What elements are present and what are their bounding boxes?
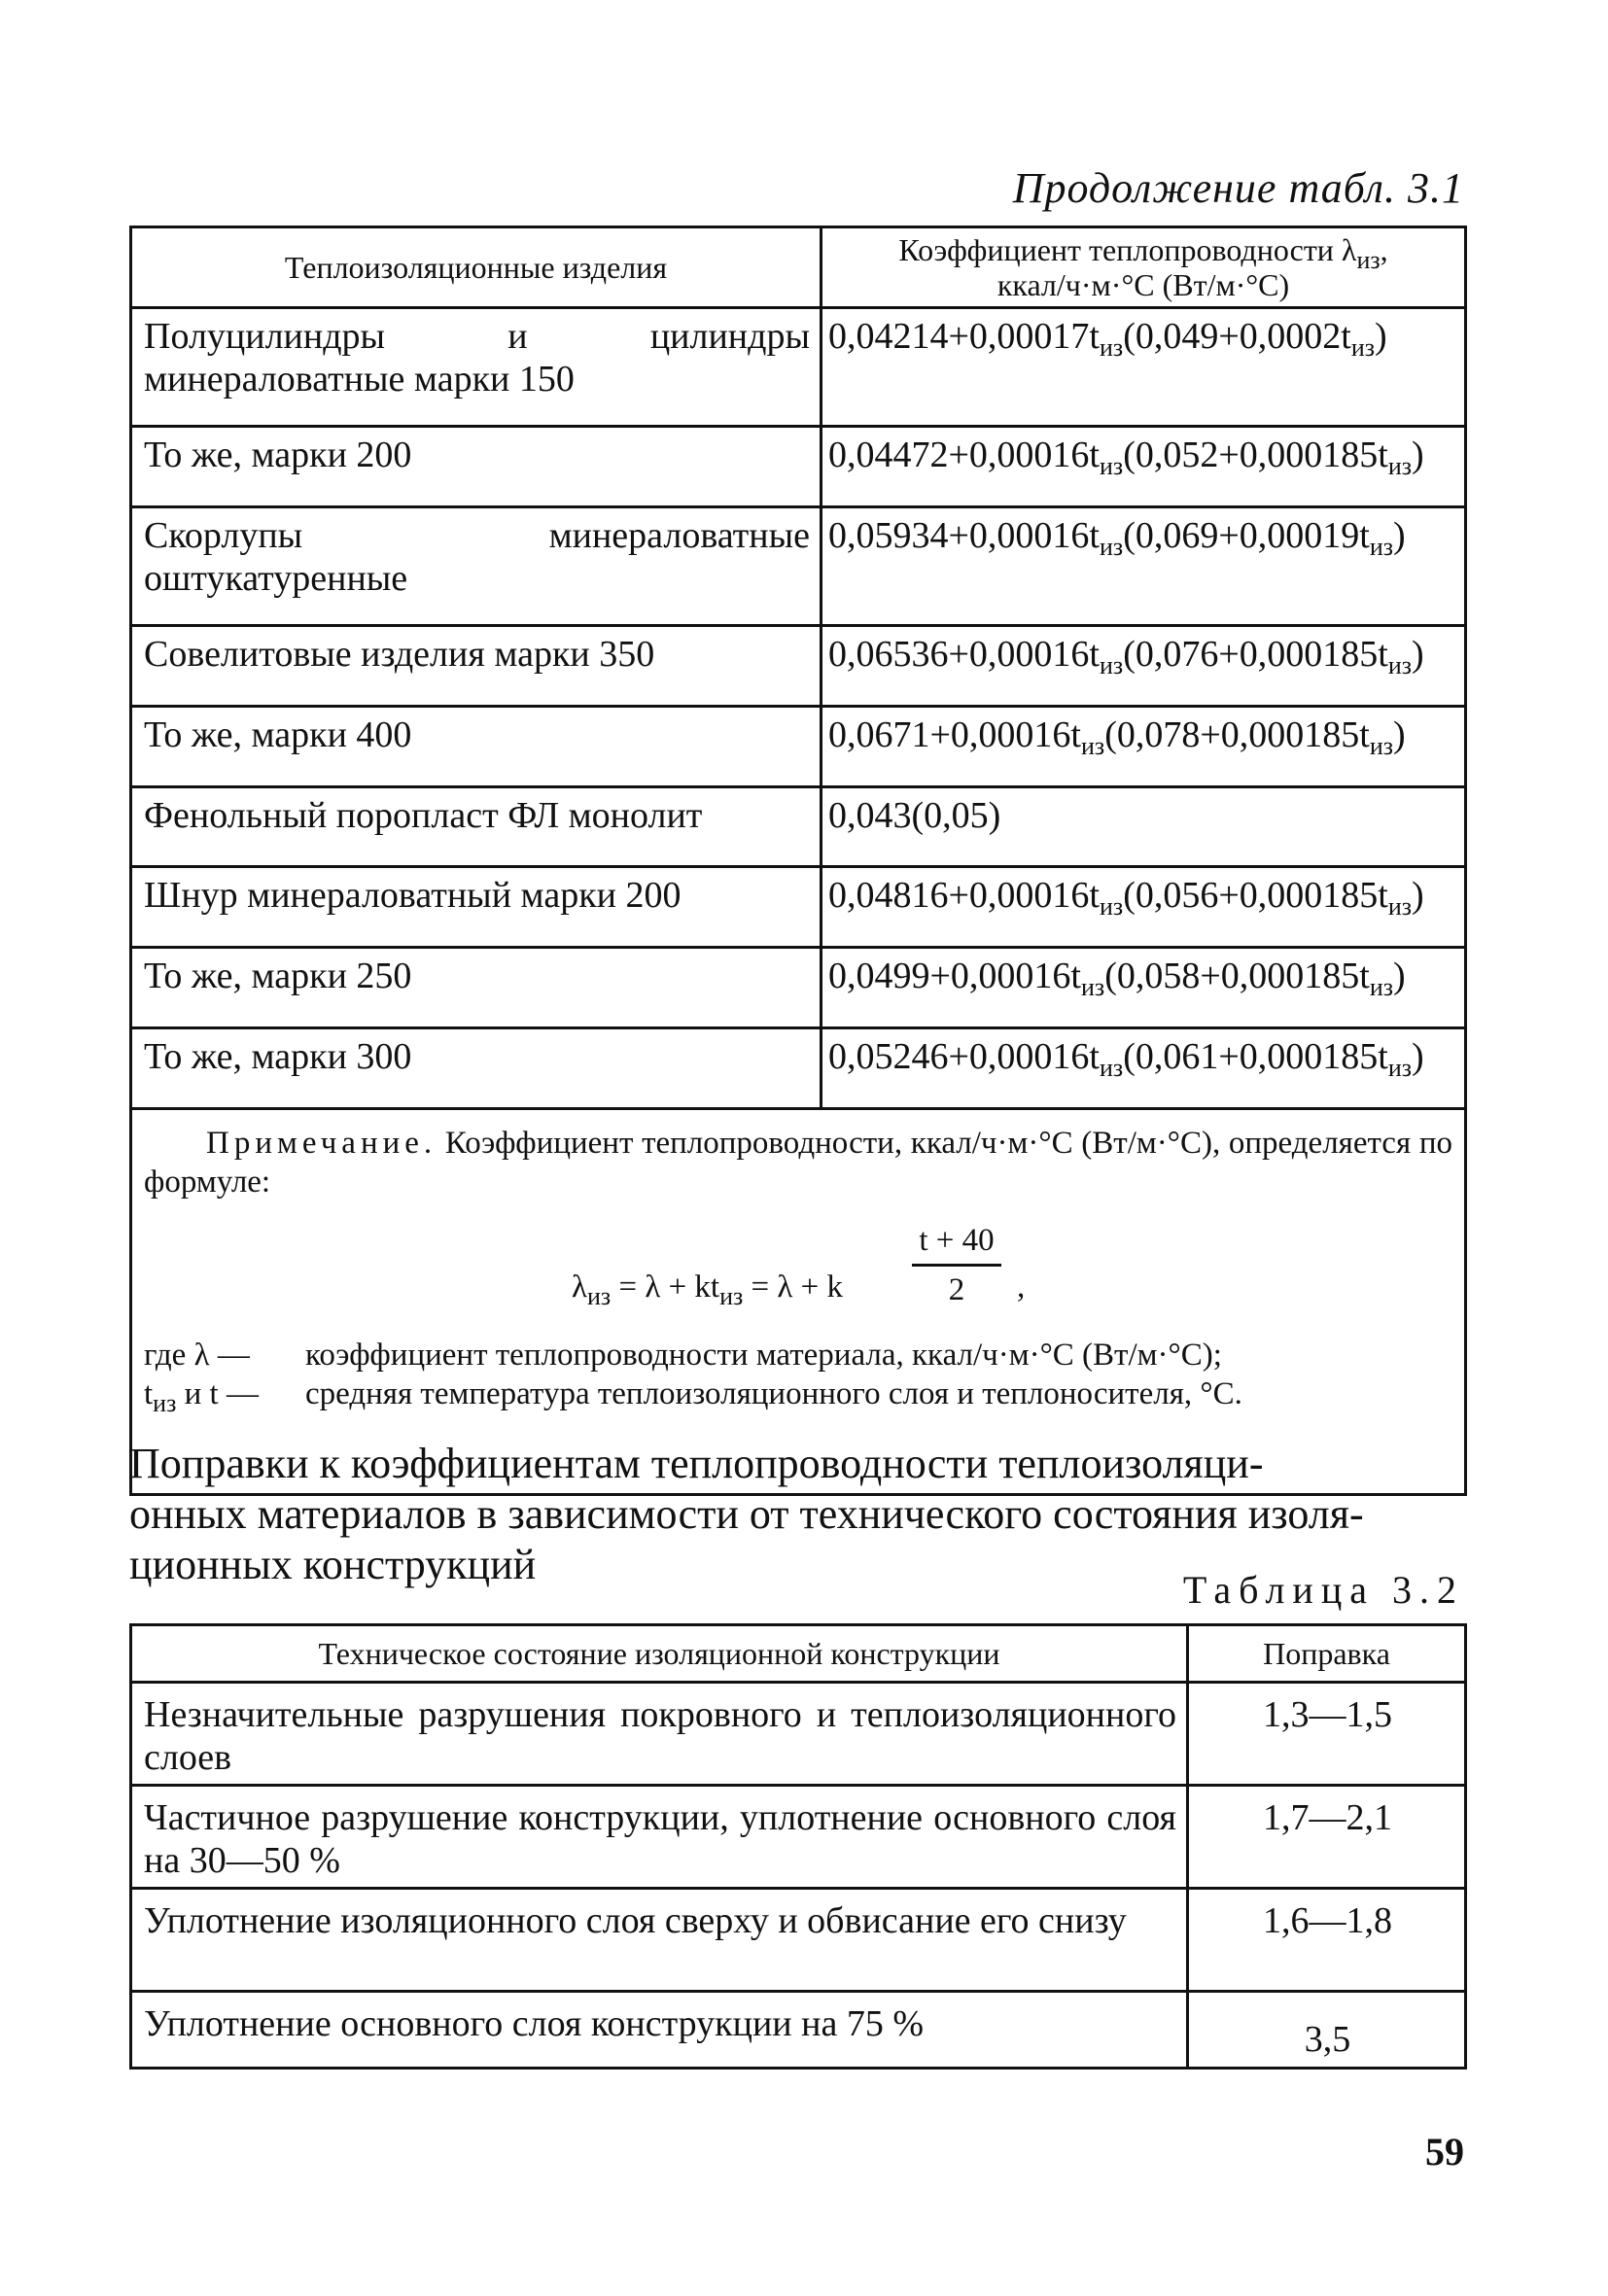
coefficient-formula: $0,05246+0,00016t_{из}(0,061+0,000185t_{из})$: [821, 1028, 1466, 1109]
technical-state: Уплотнение изоляционного слоя сверху и обвисание его снизу: [131, 1889, 1188, 1992]
formula-fraction: t + 40 2: [912, 1219, 1001, 1311]
conductivity-formula: $\lambda_{из} = \lambda + kt_{из} = \lambda + k$ t + 40 2 ,: [144, 1219, 1452, 1336]
table-header-row: [131, 227, 1466, 308]
table-note: [131, 1109, 1466, 1495]
page-number: 59: [1425, 2130, 1464, 2174]
header-technical-state: Техническое состояние изоляционной конструкции: [131, 1625, 1188, 1683]
header-coefficient: Коэффициент теплопроводности $\lambda_{из}$, ккал/ч·м·°С (Вт/м·°С): [821, 227, 1466, 308]
header-correction: Поправка: [1188, 1625, 1466, 1683]
fraction-bar: [912, 1264, 1001, 1267]
technical-state: Незначительные разрушения покровного и теплоизоляционного слоев: [131, 1683, 1188, 1786]
coefficient-formula: $0,0671+0,00016t_{из}(0,078+0,000185t_{из})$: [821, 707, 1466, 787]
table-row: [131, 867, 1466, 948]
product-name: То же, марки 300: [131, 1028, 821, 1109]
correction-value: 1,7—2,1: [1188, 1786, 1466, 1889]
table-row: [131, 427, 1466, 507]
table-row: [131, 1889, 1466, 1992]
table-row: [131, 1028, 1466, 1109]
coefficient-formula: 0,043(0,05): [821, 787, 1466, 867]
table-row: [131, 948, 1466, 1028]
table-row: [131, 626, 1466, 707]
thermal-conductivity-table: [129, 226, 1467, 1496]
product-name: Шнур минераловатный марки 200: [131, 867, 821, 948]
table-header-row: [131, 1625, 1466, 1683]
table-row: [131, 787, 1466, 867]
coefficient-formula: $0,04472+0,00016t_{из}(0,052+0,000185t_{из})$: [821, 427, 1466, 507]
legend-lambda: где λ — коэффициент теплопроводности материала, ккал/ч·м·°С (Вт/м·°С);: [144, 1338, 1222, 1373]
table-row: [131, 1786, 1466, 1889]
note-text: Примечание. Коэффициент теплопроводности, ккал/ч·м·°С (Вт/м·°С), определяется по формуле:: [144, 1126, 1452, 1200]
product-name: Совелитовые изделия марки 350: [131, 626, 821, 707]
correction-value: 1,3—1,5: [1188, 1683, 1466, 1786]
table-row: [131, 1683, 1466, 1786]
note-label: Примечание.: [206, 1126, 437, 1161]
table-caption: Таблица 3.2: [1182, 1568, 1464, 1612]
correction-value: 3,5: [1188, 1992, 1466, 2069]
product-name: Скорлупы минераловатные оштукатуренные: [131, 507, 821, 626]
coefficient-formula: $0,06536+0,00016t_{из}(0,076+0,000185t_{из})$: [821, 626, 1466, 707]
product-name: То же, марки 250: [131, 948, 821, 1028]
header-products: Теплоизоляционные изделия: [131, 227, 821, 308]
technical-state: Уплотнение основного слоя конструкции на 75 %: [131, 1992, 1188, 2069]
coefficient-formula: $0,0499+0,00016t_{из}(0,058+0,000185t_{из})$: [821, 948, 1466, 1028]
product-name: Полуцилиндры и цилиндры минераловатные марки 150: [131, 308, 821, 427]
table-row: [131, 507, 1466, 626]
technical-state: Частичное разрушение конструкции, уплотнение основного слоя на 30—50 %: [131, 1786, 1188, 1889]
legend-temperature: $t_{из}$ и t — средняя температура теплоизоляционного слоя и теплоносителя, °С.: [144, 1376, 1242, 1417]
product-name: То же, марки 400: [131, 707, 821, 787]
heading-line: ционных конструкций: [129, 1541, 537, 1588]
table-note-row: [131, 1109, 1466, 1495]
heading-line: Поправки к коэффициентам теплопроводности теплоизоляци-: [129, 1440, 1264, 1487]
coefficient-formula: $0,04214+0,00017t_{из}(0,049+0,0002t_{из})$: [821, 308, 1466, 427]
table-continuation-caption: Продолжение табл. 3.1: [1012, 164, 1464, 212]
table-row: [131, 707, 1466, 787]
heading-line: онных материалов в зависимости от технического состояния изоля-: [129, 1490, 1364, 1538]
formula-left-part: $\lambda_{из} = \lambda + kt_{из} = \lambda + k$: [572, 1270, 844, 1310]
coefficient-formula: $0,05934+0,00016t_{из}(0,069+0,00019t_{из})$: [821, 507, 1466, 626]
table-row: [131, 1992, 1466, 2069]
product-name: Фенольный поропласт ФЛ монолит: [131, 787, 821, 867]
correction-value: 1,6—1,8: [1188, 1889, 1466, 1992]
correction-factors-table: [129, 1623, 1467, 2070]
product-name: То же, марки 200: [131, 427, 821, 507]
coefficient-formula: $0,04816+0,00016t_{из}(0,056+0,000185t_{из})$: [821, 867, 1466, 948]
table-row: [131, 308, 1466, 427]
